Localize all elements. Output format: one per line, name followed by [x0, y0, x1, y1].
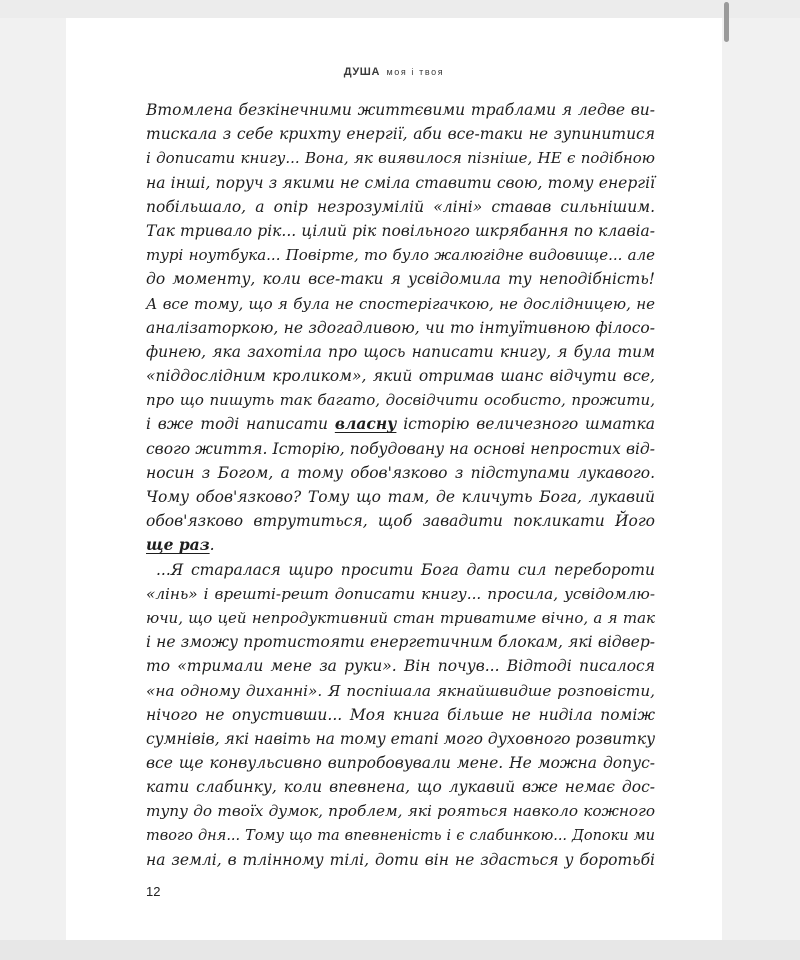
text-line-with-emphasis	[146, 412, 655, 436]
text-line: то «тримали мене за руки». Він почув... Відтоді писалося	[146, 657, 655, 676]
text-line: Чому обов'язково? Тому що там, де кличуть Бога, лукавий	[146, 488, 655, 506]
emphasized-phrase: ще раз	[146, 535, 210, 555]
text-line: «на одному диханні». Я поспішала якнайшвидше розповісти,	[146, 681, 655, 700]
text-line: свого життя. Історію, побудовану на основі непростих від-	[146, 439, 655, 458]
page-number: 12	[146, 884, 161, 899]
text-line-with-emphasis	[146, 533, 655, 557]
text-segment: .	[209, 536, 215, 555]
scrollbar-thumb[interactable]	[724, 2, 729, 42]
running-head-title: ДУША	[343, 66, 380, 78]
body-text	[146, 98, 655, 872]
text-line: тискала з себе крихту енергії, аби все-таки не зупинитися	[146, 125, 655, 144]
running-head	[66, 62, 722, 80]
text-line: про що пишуть так багато, досвідчити особисто, прожити,	[146, 391, 655, 410]
text-line: носин з Богом, а тому обов'язково з підступами лукавого.	[146, 463, 655, 482]
emphasized-word: власну	[334, 414, 397, 434]
text-line: «лінь» і врешті-решт дописати книгу... просила, усвідомлю-	[146, 584, 655, 603]
text-line: Так тривало рік... цілий рік повільного шкрябання по клавіа-	[146, 221, 655, 240]
text-line: нічого не опустивши... Моя книга більше не ниділа поміж	[146, 705, 655, 724]
text-line: на землі, в тлінному тілі, доти він не здасться у боротьбі	[146, 850, 655, 869]
text-line: все ще конвульсивно випробовували мене. Не можна допус-	[146, 754, 655, 773]
text-line: до моменту, коли все-таки я усвідомила ту неподібність!	[146, 270, 655, 289]
text-segment: і вже тоді написати	[146, 415, 335, 434]
text-line: финею, яка захотіла про щось написати книгу, я була тим	[146, 342, 655, 361]
text-line: обов'язково втрутиться, щоб завадити покликати Його	[146, 512, 655, 531]
text-line: і не зможу протистояти енергетичним блокам, які відвер-	[146, 633, 655, 652]
text-line: і дописати книгу... Вона, як виявилося пізніше, НЕ є подібною	[146, 149, 655, 168]
text-line: тупу до твоїх думок, проблем, які рояться навколо кожного	[146, 802, 655, 821]
text-line: А все тому, що я була не спостерігачкою, не дослідницею, не	[146, 294, 655, 313]
text-line: Втомлена безкінечними життєвими траблами я ледве ви-	[146, 101, 655, 119]
viewer-top-strip	[0, 0, 800, 18]
text-line: ...Я старалася щиро просити Бога дати сил перебороти	[156, 560, 655, 579]
text-line: аналізаторкою, не здогадливою, чи то інтуїтивною філосо-	[146, 318, 655, 337]
text-line: турі ноутбука... Повірте, то було жалюгідне видовище... але	[146, 246, 655, 265]
text-line: твого дня... Тому що та впевненість і є слабинкою... Допоки ми	[146, 827, 655, 844]
text-line: побільшало, а опір незрозумілій «ліні» ставав сильнішим.	[146, 197, 655, 216]
text-line: кати слабинку, коли впевнена, що лукавий вже немає дос-	[146, 778, 655, 797]
text-segment: історію величезного шматка	[396, 415, 656, 434]
text-line: ючи, що цей непродуктивний стан триватиме вічно, а я так	[146, 608, 655, 627]
running-head-subtitle: моя і твоя	[386, 67, 445, 77]
viewer-bottom-strip	[0, 940, 800, 960]
text-line: «піддослідним кроликом», який отримав шанс відчути все,	[146, 367, 655, 386]
text-line: сумнівів, які навіть на тому етапі мого духовного розвитку	[146, 729, 656, 748]
text-line: на інші, поруч з якими не сміла ставити свою, тому енергії	[146, 173, 655, 192]
